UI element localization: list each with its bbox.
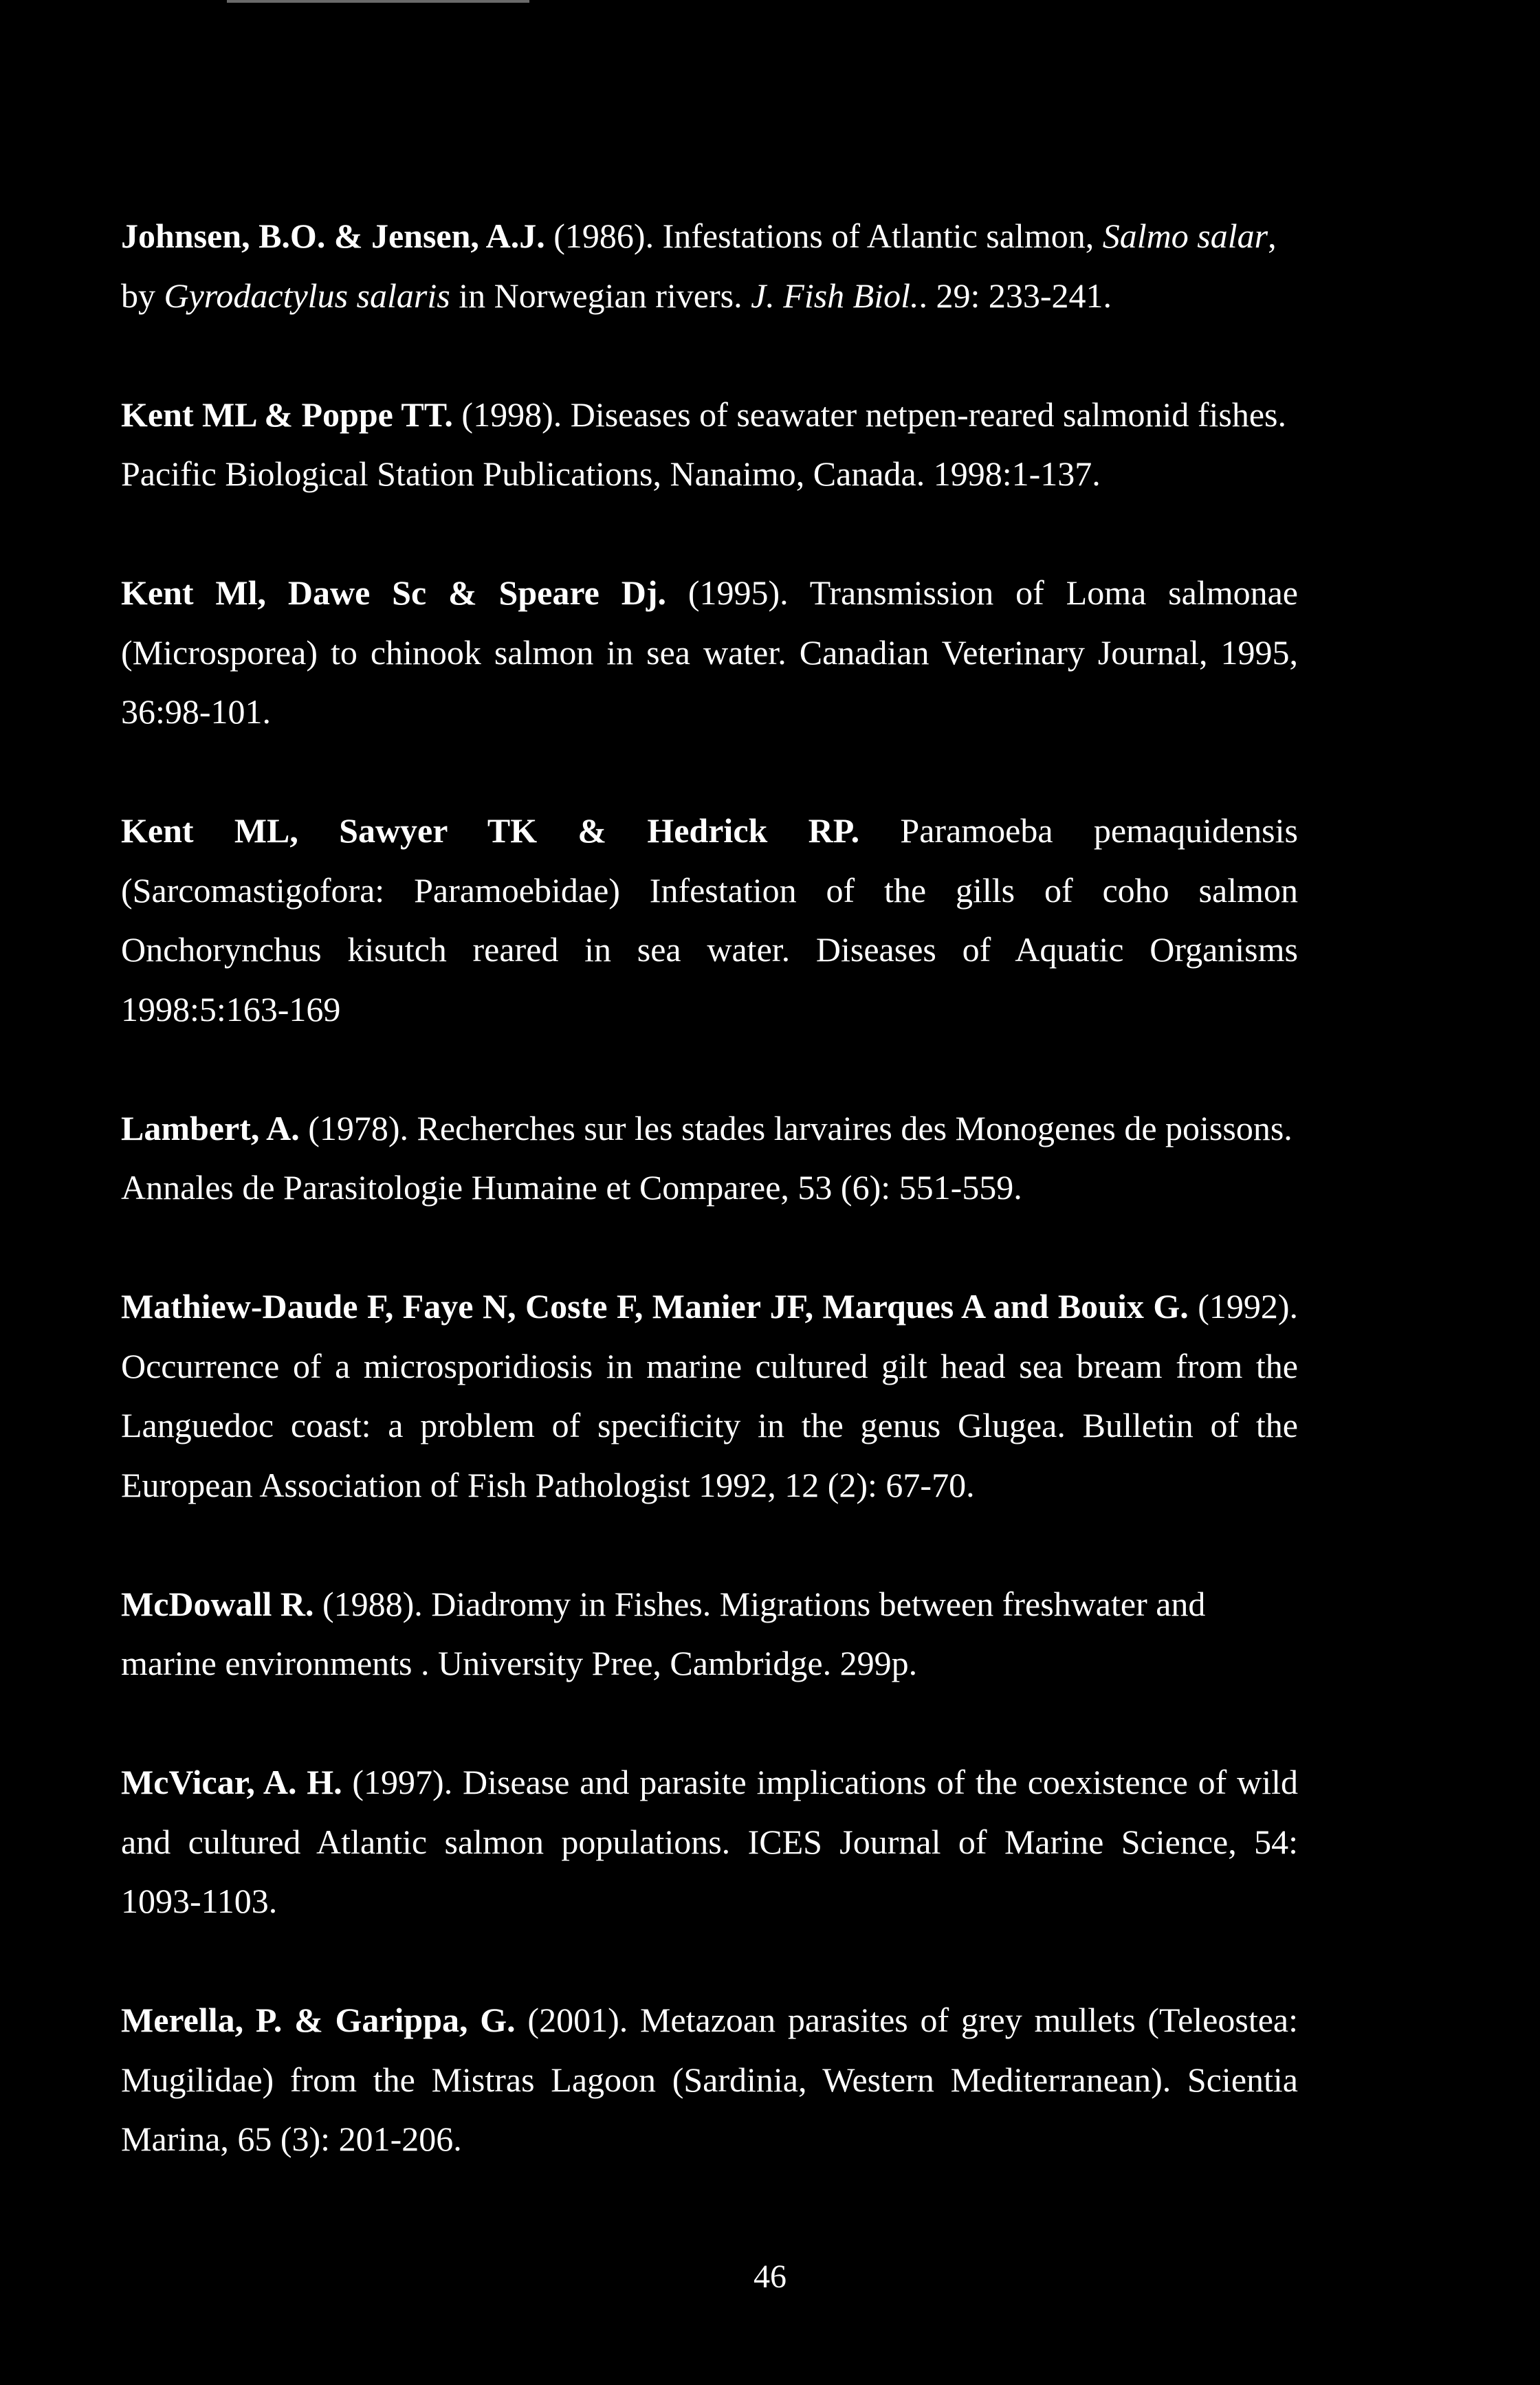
reference-authors: Kent Ml, Dawe Sc & Speare Dj. (121, 573, 666, 612)
reference-text: , by (121, 217, 1277, 315)
reference-entry (121, 1574, 1298, 1693)
reference-entry (121, 1752, 1298, 1931)
reference-text: (1997). Disease and parasite implications of the coexistence of wild and cultured Atlantic salmon populations. ICES Journal of Marine Science, 54: 1093-1103. (121, 1763, 1298, 1920)
reference-italic-text: Gyrodactylus salaris (164, 276, 450, 315)
reference-text: (2001). Metazoan parasites of grey mullets (Teleostea: Mugilidae) from the Mistras Lagoon (Sardinia, Western Mediterranean). Scientia Marina, 65 (3): 201-206. (121, 2001, 1298, 2158)
reference-text: (1978). Recherches sur les stades larvaires des Monogenes de poissons. Annales de Parasitologie Humaine et Comparee, 53 (6): 551-559. (121, 1108, 1292, 1207)
reference-entry (121, 206, 1298, 325)
reference-text: Paramoeba pemaquidensis (Sarcomastigofora: Paramoebidae) Infestation of the gills of coho salmon Onchorynchus kisutch reared in sea water. Diseases of Aquatic Organisms 1998:5:163-169 (121, 811, 1298, 1029)
reference-text: (1988). Diadromy in Fishes. Migrations between freshwater and marine environments . University Pree, Cambridge. 299p. (121, 1584, 1206, 1682)
reference-text: (1998). Diseases of seawater netpen-reared salmonid fishes. Pacific Biological Station Publications, Nanaimo, Canada. 1998:1-137. (121, 395, 1286, 493)
reference-text: in Norwegian rivers. (450, 276, 751, 315)
reference-italic-text: Salmo salar (1102, 217, 1268, 255)
reference-entry (121, 563, 1298, 742)
reference-italic-text: J. Fish Biol. (751, 276, 919, 315)
reference-authors: McVicar, A. H. (121, 1763, 342, 1801)
reference-text: (1992). Occurrence of a microsporidiosis in marine cultured gilt head sea bream from the Languedoc coast: a problem of specificity in the genus Glugea. Bulletin of the European Association of Fish Pathologist 1992, 12 (2): 67-70. (121, 1287, 1298, 1504)
top-rule (227, 0, 529, 3)
reference-authors: Mathiew-Daude F, Faye N, Coste F, Manier JF, Marques A and Bouix G. (121, 1287, 1189, 1326)
reference-list (121, 206, 1298, 2228)
reference-entry (121, 1277, 1298, 1515)
reference-authors: Johnsen, B.O. & Jensen, A.J. (121, 217, 545, 255)
reference-entry (121, 385, 1298, 504)
reference-entry (121, 1099, 1298, 1218)
reference-text: . 29: 233-241. (918, 276, 1112, 315)
reference-authors: McDowall R. (121, 1584, 314, 1623)
reference-entry (121, 1990, 1298, 2169)
reference-text: (1986). Infestations of Atlantic salmon, (544, 217, 1103, 255)
reference-entry (121, 801, 1298, 1039)
reference-authors: Lambert, A. (121, 1108, 300, 1147)
reference-authors: Kent ML & Poppe TT. (121, 395, 453, 434)
page-number: 46 (754, 2258, 786, 2295)
reference-authors: Kent ML, Sawyer TK & Hedrick RP. (121, 811, 860, 850)
reference-authors: Merella, P. & Garippa, G. (121, 2001, 516, 2039)
reference-text: (1995). Transmission of Loma salmonae (Microsporea) to chinook salmon in sea water. Canadian Veterinary Journal, 1995, 36:98-101. (121, 573, 1298, 731)
